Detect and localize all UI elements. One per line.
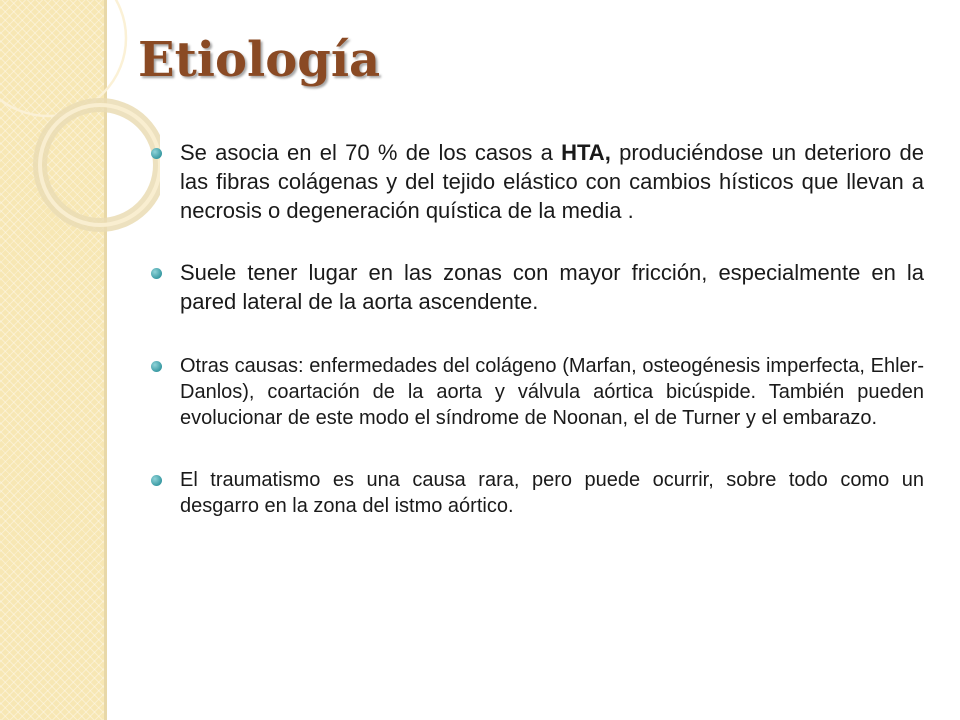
bullet-icon xyxy=(151,148,162,159)
bullet-item-otras-causas xyxy=(148,353,924,431)
bullet-icon xyxy=(151,361,162,372)
side-decorative-band xyxy=(0,0,104,720)
bullet-icon xyxy=(151,268,162,279)
bullet-text-start: Se asocia en el 70 % de los casos a xyxy=(180,140,562,165)
bullet-list xyxy=(148,138,924,519)
bullet-text-end: produciéndose un deterioro de las fibras colágenas y del tejido elástico con cambios hísticos que llevan a necrosis o degeneración quística de la media . xyxy=(180,140,924,223)
bullet-item-traumatismo xyxy=(148,467,924,519)
side-band-border xyxy=(104,0,107,720)
bullet-text: El traumatismo es una causa rara, pero puede ocurrir, sobre todo como un desgarro en la zona del istmo aórtico. xyxy=(180,469,924,517)
bullet-text: Otras causas: enfermedades del colágeno (Marfan, osteogénesis imperfecta, Ehler-Danlos), coartación de la aorta y válvula aórtica bicúspide. También pueden evolucionar de este modo el síndrome de Noonan, el de Turner y el embarazo. xyxy=(180,355,924,429)
bullet-text: Suele tener lugar en las zonas con mayor fricción, especialmente en la pared lateral de la aorta ascendente. xyxy=(180,260,924,314)
bullet-icon xyxy=(151,475,162,486)
page-title: Etiología xyxy=(138,32,381,88)
bullet-text-bold: HTA, xyxy=(561,140,611,165)
bullet-item-hta xyxy=(148,138,924,225)
bullet-item-friccion xyxy=(148,258,924,316)
